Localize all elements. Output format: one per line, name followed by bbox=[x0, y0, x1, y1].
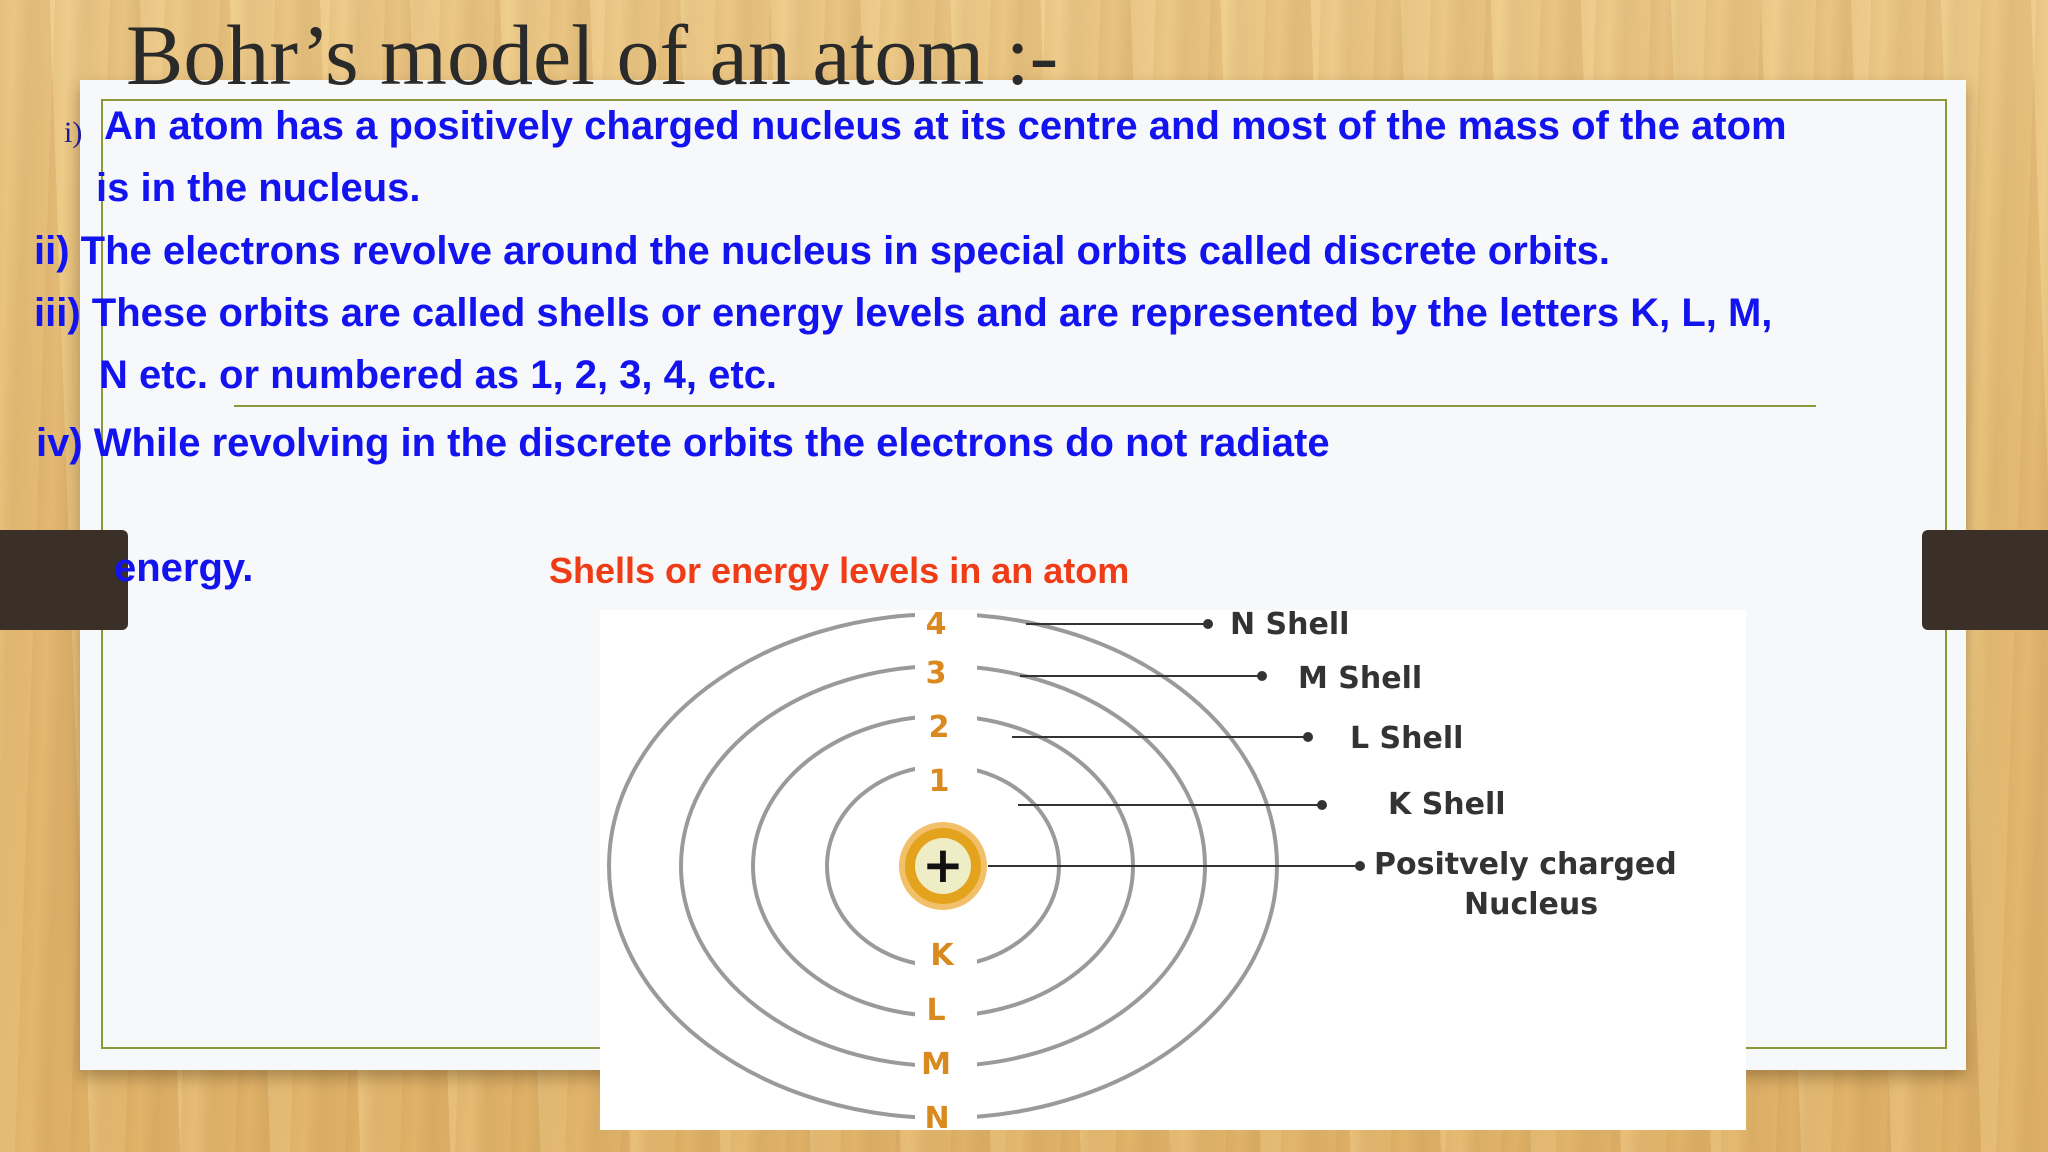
label-k-shell: K Shell bbox=[1388, 787, 1506, 822]
atom-svg bbox=[600, 610, 1746, 1130]
point1-line2: is in the nucleus. bbox=[96, 166, 421, 210]
label-n-shell: N Shell bbox=[1230, 610, 1350, 642]
label-nucleus-line1: Positvely charged bbox=[1374, 847, 1677, 882]
pointer-dots bbox=[1203, 619, 1365, 871]
shell-letter-k: K bbox=[930, 938, 954, 973]
shell-letter-m: M bbox=[921, 1047, 951, 1082]
diagram-caption: Shells or energy levels in an atom bbox=[549, 550, 1130, 591]
point4-line1: iv) While revolving in the discrete orbits the electrons do not radiate bbox=[36, 421, 1330, 465]
label-l-shell: L Shell bbox=[1350, 721, 1464, 756]
shell-number-3: 3 bbox=[925, 656, 947, 691]
nucleus-plus-icon: + bbox=[922, 836, 964, 894]
shell-number-1: 1 bbox=[928, 764, 950, 799]
label-nucleus-line2: Nucleus bbox=[1464, 887, 1599, 922]
shell-letter-l: L bbox=[926, 993, 946, 1028]
slide-title: Bohr’s model of an atom :- bbox=[126, 7, 1059, 103]
shell-number-4: 4 bbox=[925, 610, 947, 642]
point1-marker: i) bbox=[64, 116, 83, 149]
left-clip bbox=[0, 530, 128, 630]
shell-number-2: 2 bbox=[928, 710, 950, 745]
point2-text: ii) The electrons revolve around the nucleus in special orbits called discrete orbits. bbox=[34, 229, 1611, 273]
point3-line1: iii) These orbits are called shells or energy levels and are represented by the letters K, L, M, bbox=[34, 291, 1773, 335]
nucleus bbox=[899, 822, 987, 910]
bohr-atom-diagram bbox=[600, 610, 1746, 1130]
shell-letter-n: N bbox=[924, 1101, 950, 1130]
point3-line2: N etc. or numbered as 1, 2, 3, 4, etc. bbox=[99, 353, 778, 397]
point4-line2: energy. bbox=[114, 546, 254, 590]
right-clip bbox=[1922, 530, 2048, 630]
label-m-shell: M Shell bbox=[1298, 661, 1423, 696]
point1-line1: An atom has a positively charged nucleus at its centre and most of the mass of the atom bbox=[104, 104, 1787, 148]
divider-line bbox=[234, 405, 1816, 407]
